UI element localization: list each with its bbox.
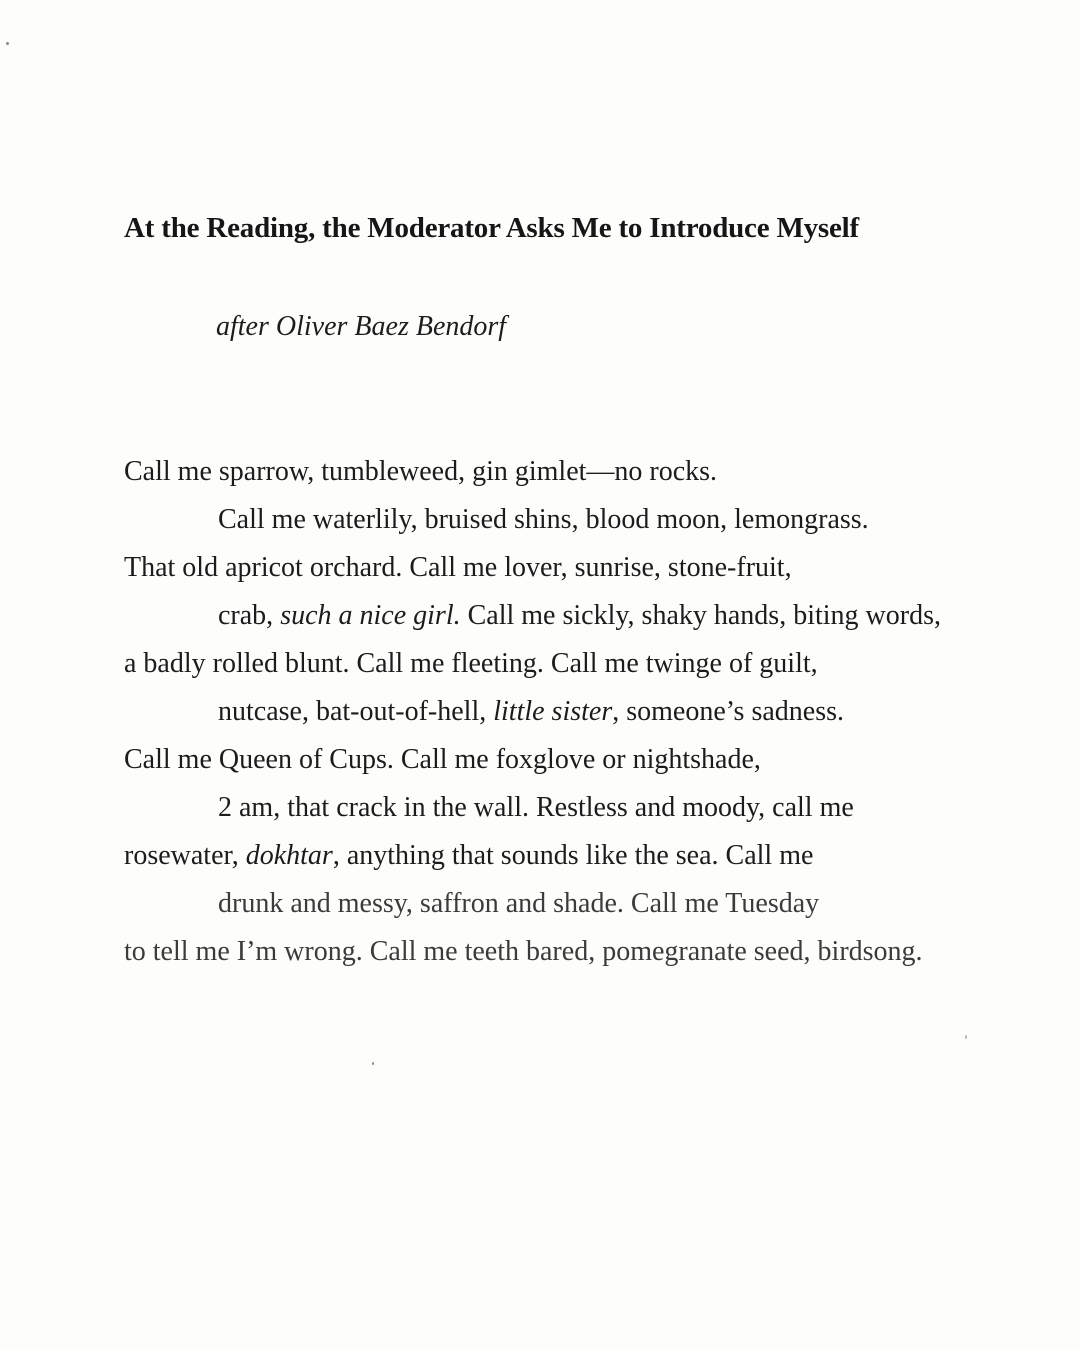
poem-body: [124, 448, 941, 976]
poem-text: Call me waterlily, bruised shins, blood moon, lemongrass.: [218, 504, 869, 535]
poem-text: , someone’s sadness.: [612, 696, 844, 727]
poem-text: That old apricot orchard. Call me lover, sunrise, stone-fruit,: [124, 552, 792, 583]
poem-text: Call me Queen of Cups. Call me foxglove or nightshade,: [124, 744, 761, 775]
poem-title: At the Reading, the Moderator Asks Me to Introduce Myself: [124, 212, 859, 244]
scan-speck: [965, 1035, 967, 1039]
poem-text: , anything that sounds like the sea. Call me: [332, 840, 814, 871]
scan-speck: [372, 1062, 374, 1065]
poem-line: [124, 544, 941, 592]
poem-line: [124, 640, 941, 688]
poem-text: rosewater,: [124, 840, 246, 871]
poem-line: [124, 736, 941, 784]
poem-text: crab,: [218, 600, 281, 631]
poem-line: [124, 496, 941, 544]
poem-text: nutcase, bat-out-of-hell,: [218, 696, 494, 727]
poem-line: [124, 592, 941, 640]
scan-speck: [6, 42, 9, 45]
poem-italic-phrase: dokhtar: [245, 840, 333, 871]
poem-line: [124, 784, 941, 832]
poem-text: Call me sparrow, tumbleweed, gin gimlet—no rocks.: [124, 456, 718, 487]
poem-line: [124, 688, 941, 736]
poem-text: a badly rolled blunt. Call me fleeting. Call me twinge of guilt,: [124, 648, 818, 679]
poem-dedication: after Oliver Baez Bendorf: [216, 311, 507, 342]
poem-text: to tell me I’m wrong. Call me teeth bared, pomegranate seed, birdsong.: [124, 936, 923, 967]
poem-italic-phrase: such a nice girl.: [280, 600, 461, 631]
poem-line: [124, 832, 941, 880]
poem-line: [124, 928, 941, 976]
poem-text: drunk and messy, saffron and shade. Call me Tuesday: [218, 888, 820, 919]
poem-text: Call me sickly, shaky hands, biting words,: [460, 600, 941, 631]
poem-italic-phrase: little sister: [493, 696, 613, 727]
poem-text: 2 am, that crack in the wall. Restless and moody, call me: [218, 792, 854, 823]
poem-line: [124, 880, 941, 928]
poem-line: [124, 448, 941, 496]
